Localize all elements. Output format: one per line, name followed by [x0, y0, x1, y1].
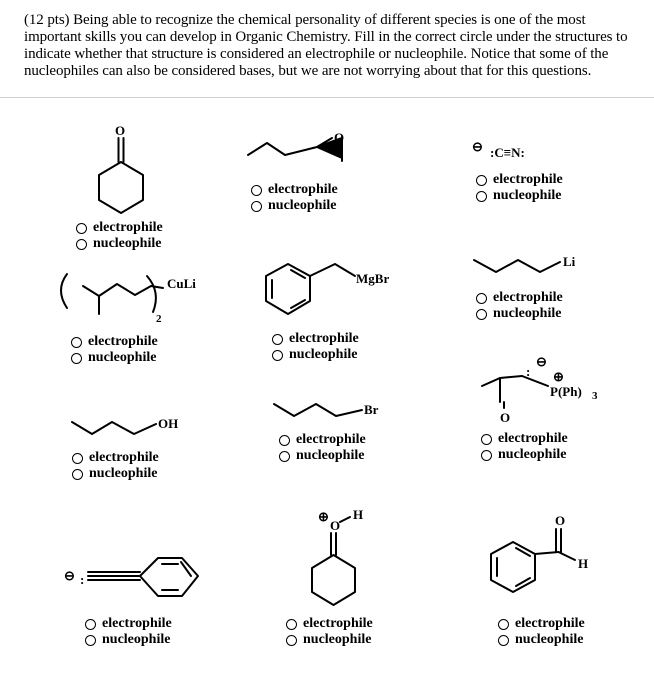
- negative-charge: ⊖: [64, 568, 75, 583]
- radio-circle[interactable]: [272, 334, 283, 345]
- radio-circle[interactable]: [279, 435, 290, 446]
- radio-circle[interactable]: [72, 453, 83, 464]
- electrophile-option[interactable]: electrophile: [72, 450, 159, 466]
- nucleophile-option[interactable]: nucleophile: [286, 632, 373, 648]
- radio-circle[interactable]: [476, 175, 487, 186]
- nucleophile-option[interactable]: nucleophile: [71, 350, 158, 366]
- radio-circle[interactable]: [286, 635, 297, 646]
- radio-circle[interactable]: [76, 239, 87, 250]
- oh-label: OH: [158, 416, 179, 431]
- radio-circle[interactable]: [251, 185, 262, 196]
- epoxide-structure: [240, 125, 360, 175]
- answer-group-12: [498, 616, 585, 648]
- radio-circle[interactable]: [85, 635, 96, 646]
- li-label: Li: [563, 254, 576, 269]
- nucleophile-option[interactable]: nucleophile: [498, 632, 585, 648]
- lone-pair: :: [80, 572, 85, 587]
- radio-circle[interactable]: [272, 350, 283, 361]
- answer-group-3: [476, 172, 563, 204]
- electrophile-option[interactable]: electrophile: [286, 616, 373, 632]
- radio-circle[interactable]: [286, 619, 297, 630]
- alcohol-structure: [68, 410, 198, 450]
- culi-label: CuLi: [167, 276, 196, 291]
- positive-charge: ⊕: [553, 369, 564, 384]
- answer-group-5: [272, 331, 359, 363]
- h-label: H: [353, 507, 364, 522]
- electrophile-option[interactable]: electrophile: [481, 431, 568, 447]
- electrophile-option[interactable]: electrophile: [251, 182, 338, 198]
- answer-group-7: [72, 450, 159, 482]
- cuprate-structure: [55, 268, 215, 328]
- radio-circle[interactable]: [481, 434, 492, 445]
- answer-group-2: [251, 182, 338, 214]
- answer-group-10: [85, 616, 172, 648]
- negative-charge: ⊖: [536, 354, 547, 369]
- oxonium-structure: [300, 505, 390, 615]
- answer-group-6: [476, 290, 563, 322]
- electrophile-option[interactable]: electrophile: [476, 172, 563, 188]
- oxygen-label: O: [330, 518, 341, 533]
- answer-group-8: [279, 432, 366, 464]
- radio-circle[interactable]: [481, 450, 492, 461]
- positive-charge: ⊕: [318, 509, 329, 524]
- aldehyde-structure: [485, 512, 605, 607]
- subscript-2: 2: [156, 313, 162, 325]
- question-text: (12 pts) Being able to recognize the chemical personality of different species is one of the most important skills you can develop in Organic Chemistry. Fill in the correct circle under the structures to indicate whether that structure is considered an electrophile or nucleophile. Notice that some of the nucleophiles can also be considered bases, but we are not worrying about that for this questions.: [24, 12, 628, 79]
- acetylide-structure: [64, 550, 214, 610]
- nucleophile-option[interactable]: nucleophile: [279, 448, 366, 464]
- alkyllithium-structure: [470, 250, 590, 280]
- nucleophile-option[interactable]: nucleophile: [481, 447, 568, 463]
- electrophile-option[interactable]: electrophile: [71, 334, 158, 350]
- electrophile-option[interactable]: electrophile: [476, 290, 563, 306]
- nucleophile-option[interactable]: nucleophile: [72, 466, 159, 482]
- lone-pair: :: [526, 364, 531, 379]
- cyanide-label: :C≡N:: [490, 145, 525, 160]
- oxygen-label: O: [115, 123, 126, 138]
- radio-circle[interactable]: [476, 293, 487, 304]
- nucleophile-option[interactable]: nucleophile: [251, 198, 338, 214]
- h-label: H: [578, 556, 589, 571]
- radio-circle[interactable]: [279, 451, 290, 462]
- answer-group-9: [481, 431, 568, 463]
- negative-charge: ⊖: [472, 139, 483, 154]
- oxygen-label: O: [334, 130, 345, 145]
- electrophile-option[interactable]: electrophile: [279, 432, 366, 448]
- cyclohexanone-structure: [90, 120, 160, 220]
- oxygen-label: O: [500, 410, 511, 425]
- nucleophile-option[interactable]: nucleophile: [476, 306, 563, 322]
- oxygen-label: O: [555, 513, 566, 528]
- radio-circle[interactable]: [85, 619, 96, 630]
- br-label: Br: [364, 402, 379, 417]
- radio-circle[interactable]: [71, 353, 82, 364]
- answer-group-11: [286, 616, 373, 648]
- radio-circle[interactable]: [72, 469, 83, 480]
- nucleophile-option[interactable]: nucleophile: [76, 236, 163, 252]
- radio-circle[interactable]: [251, 201, 262, 212]
- pph3-label: P(Ph): [550, 384, 582, 399]
- electrophile-option[interactable]: electrophile: [498, 616, 585, 632]
- answer-group-4: [71, 334, 158, 366]
- subscript-3: 3: [592, 390, 598, 402]
- divider: [0, 97, 654, 98]
- radio-circle[interactable]: [498, 619, 509, 630]
- electrophile-option[interactable]: electrophile: [272, 331, 359, 347]
- electrophile-option[interactable]: electrophile: [76, 220, 163, 236]
- nucleophile-option[interactable]: nucleophile: [85, 632, 172, 648]
- nucleophile-option[interactable]: nucleophile: [272, 347, 359, 363]
- answer-group-1: [76, 220, 163, 252]
- ylide-structure: [478, 352, 628, 432]
- radio-circle[interactable]: [476, 309, 487, 320]
- radio-circle[interactable]: [498, 635, 509, 646]
- mgbr-label: MgBr: [356, 271, 390, 286]
- alkyl-bromide-structure: [270, 398, 400, 428]
- grignard-structure: [260, 258, 400, 328]
- cyanide-structure: [472, 135, 582, 165]
- radio-circle[interactable]: [76, 223, 87, 234]
- nucleophile-option[interactable]: nucleophile: [476, 188, 563, 204]
- electrophile-option[interactable]: electrophile: [85, 616, 172, 632]
- radio-circle[interactable]: [476, 191, 487, 202]
- radio-circle[interactable]: [71, 337, 82, 348]
